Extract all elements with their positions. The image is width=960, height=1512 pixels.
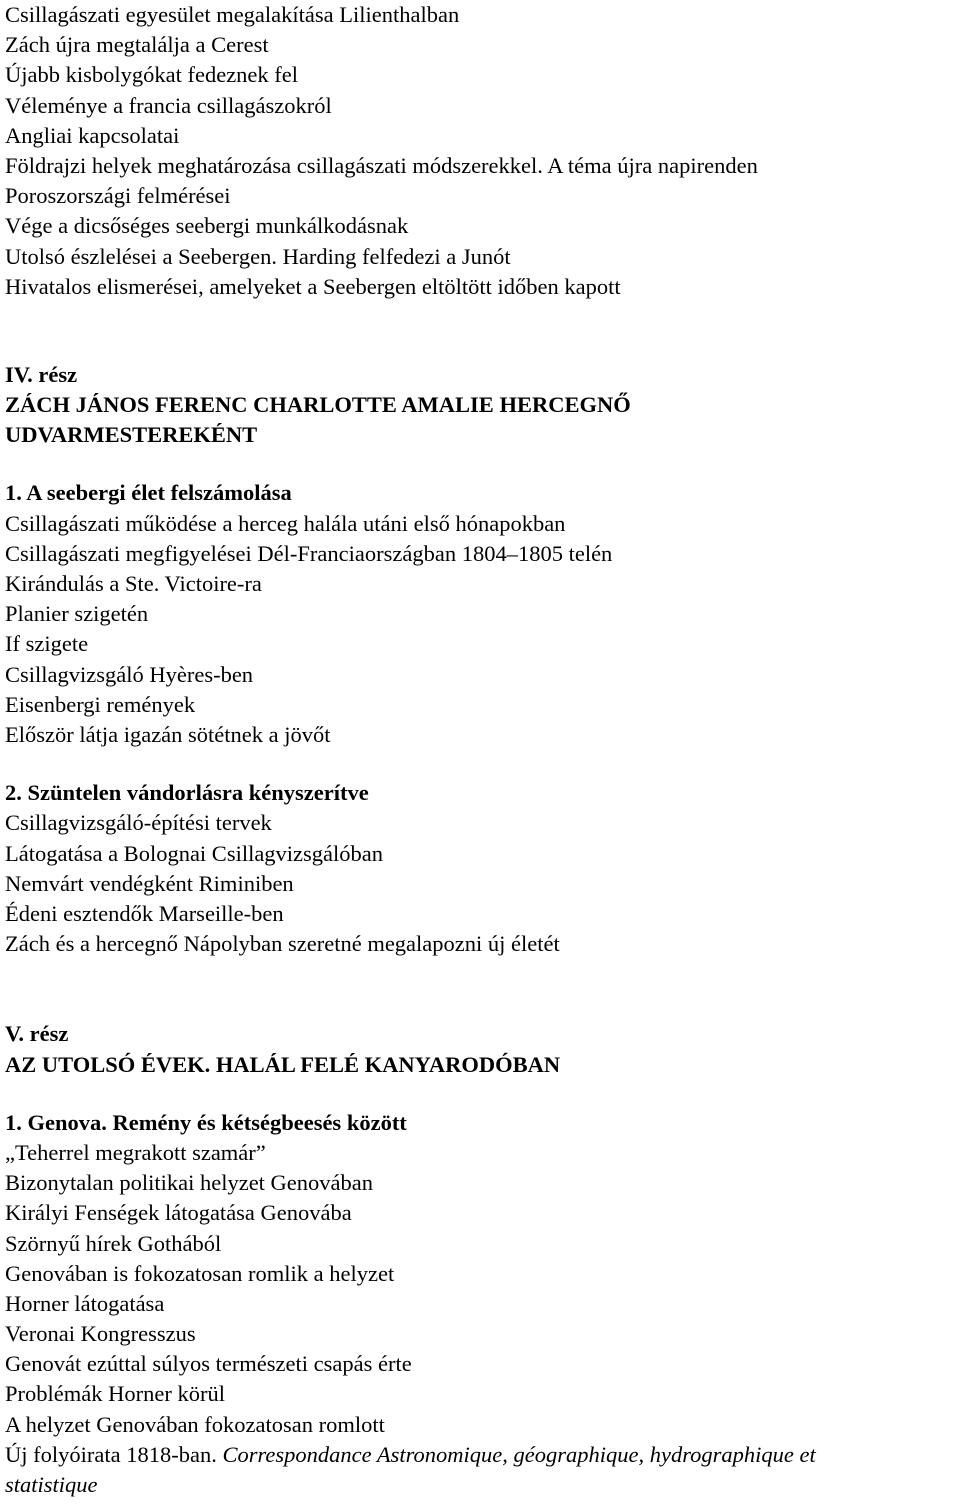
list-item: Hivatalos elismerései, amelyeket a Seebergen eltöltött időben kapott bbox=[5, 273, 621, 299]
intro-list bbox=[5, 0, 957, 302]
list-item: Poroszországi felmérései bbox=[5, 183, 231, 209]
part-title: UDVARMESTEREKÉNT bbox=[5, 422, 258, 448]
list-item: Horner látogatása bbox=[5, 1290, 165, 1316]
list-item: Planier szigetén bbox=[5, 601, 149, 627]
list-item: Utolsó észlelései a Seebergen. Harding felfedezi a Junót bbox=[5, 243, 511, 269]
list-item: Földrajzi helyek meghatározása csillagászati módszerekkel. A téma újra napirenden bbox=[5, 152, 758, 178]
journal-title-continuation: statistique bbox=[5, 1472, 98, 1498]
list-item: If szigete bbox=[5, 631, 89, 657]
list-item: Nemvárt vendégként Riminiben bbox=[5, 870, 294, 896]
list-item: Zách és a hercegnő Nápolyban szeretné megalapozni új életét bbox=[5, 931, 560, 957]
chapter-heading: 2. Szüntelen vándorlásra kényszerítve bbox=[5, 780, 369, 806]
list-item: Édeni esztendők Marseille-ben bbox=[5, 900, 284, 926]
list-item: „Teherrel megrakott szamár” bbox=[5, 1139, 266, 1165]
list-item: Újabb kisbolygókat fedeznek fel bbox=[5, 62, 299, 88]
list-item: Zách újra megtalálja a Cerest bbox=[5, 32, 269, 58]
list-item-journal-continuation bbox=[5, 1470, 957, 1500]
chapter-heading: 1. A seebergi élet felszámolása bbox=[5, 480, 292, 506]
part-label: V. rész bbox=[5, 1021, 69, 1047]
list-item: Királyi Fenségek látogatása Genovába bbox=[5, 1200, 352, 1226]
list-item: Csillagászati megfigyelései Dél-Franciaországban 1804–1805 telén bbox=[5, 540, 613, 566]
list-item: Csillagvizsgáló-építési tervek bbox=[5, 810, 272, 836]
list-item: Bizonytalan politikai helyzet Genovában bbox=[5, 1170, 374, 1196]
list-item: Csillagászati működése a herceg halála utáni első hónapokban bbox=[5, 510, 566, 536]
part-5-section bbox=[5, 1019, 957, 1500]
list-item: Veronai Kongresszus bbox=[5, 1321, 196, 1347]
part-title: ZÁCH JÁNOS FERENC CHARLOTTE AMALIE HERCEGNŐ bbox=[5, 392, 631, 418]
list-item: Látogatása a Bolognai Csillagvizsgálóban bbox=[5, 840, 384, 866]
list-item: Problémák Horner körül bbox=[5, 1381, 225, 1407]
list-item: Eisenbergi remények bbox=[5, 691, 196, 717]
list-item: Csillagvizsgáló Hyères-ben bbox=[5, 661, 254, 687]
chapter-heading: 1. Genova. Remény és kétségbeesés között bbox=[5, 1109, 407, 1135]
list-item: Genovát ezúttal súlyos természeti csapás érte bbox=[5, 1351, 412, 1377]
list-item: Először látja igazán sötétnek a jövőt bbox=[5, 722, 331, 747]
list-item: Genovában is fokozatosan romlik a helyzet bbox=[5, 1260, 395, 1286]
list-item: Angliai kapcsolatai bbox=[5, 122, 180, 148]
list-item: Véleménye a francia csillagászokról bbox=[5, 92, 332, 118]
list-item: Csillagászati egyesület megalakítása Lilienthalban bbox=[5, 2, 460, 27]
part-title: AZ UTOLSÓ ÉVEK. HALÁL FELÉ KANYARODÓBAN bbox=[5, 1051, 561, 1077]
journal-text: Új folyóirata 1818-ban. bbox=[5, 1441, 223, 1467]
list-item-journal bbox=[5, 1440, 957, 1470]
document-page bbox=[5, 0, 957, 1500]
list-item: A helyzet Genovában fokozatosan romlott bbox=[5, 1411, 385, 1437]
list-item: Kirándulás a Ste. Victoire-ra bbox=[5, 571, 262, 597]
list-item: Szörnyű hírek Gothából bbox=[5, 1230, 222, 1256]
part-label: IV. rész bbox=[5, 361, 78, 387]
part-4-section bbox=[5, 360, 957, 959]
list-item: Vége a dicsőséges seebergi munkálkodásnak bbox=[5, 213, 409, 239]
journal-title: Correspondance Astronomique, géographique, hydrographique et bbox=[222, 1441, 816, 1467]
